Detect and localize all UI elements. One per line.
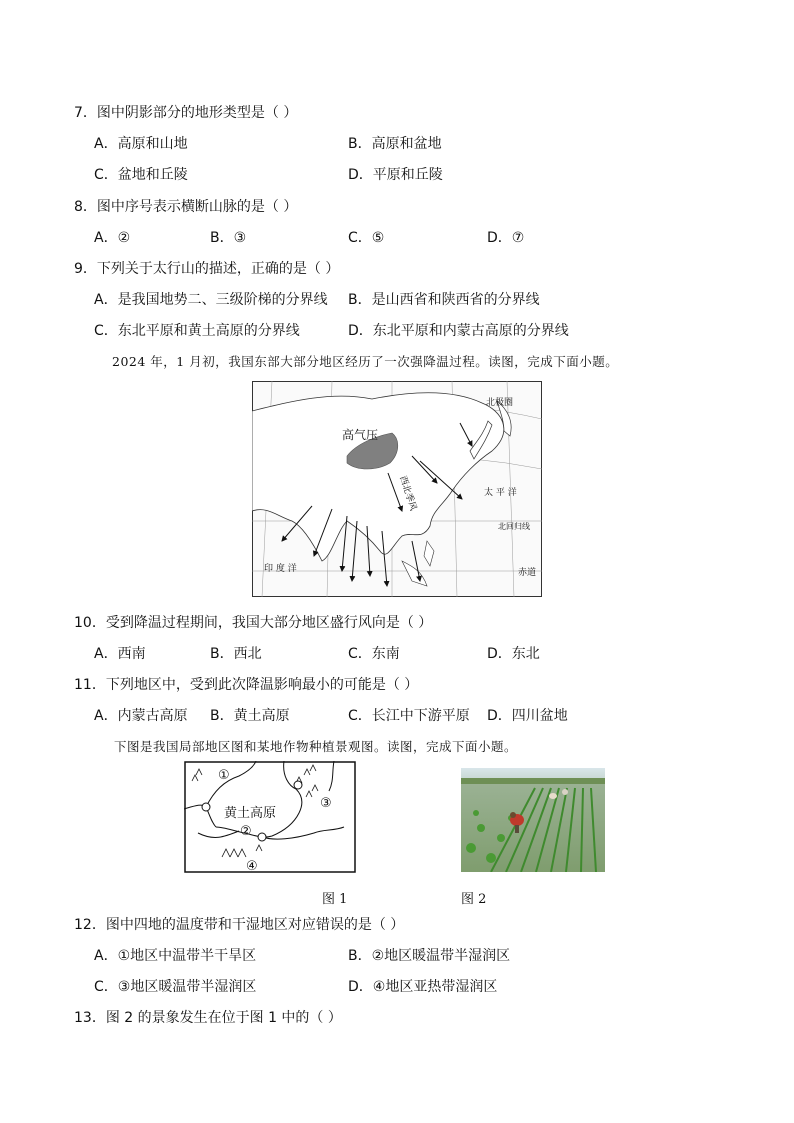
label-loess-plateau: 黄土高原 [224, 806, 277, 821]
fig1-loess-map [184, 761, 356, 873]
q7-option-b: B．高原和盆地 [348, 136, 442, 152]
q8-option-d: D．⑦ [487, 230, 525, 246]
q10-option-b: B．西北 [210, 646, 262, 662]
q12-option-a: A．①地区中温带半干旱区 [94, 948, 257, 964]
q13-stem: 13．图 2 的景象发生在位于图 1 中的（ ） [74, 1010, 342, 1026]
q7-option-d: D．平原和丘陵 [348, 167, 443, 183]
q12-option-d: D．④地区亚热带湿润区 [348, 979, 498, 995]
label-high-pressure: 高气压 [342, 428, 379, 442]
q7-option-c: C．盆地和丘陵 [94, 167, 188, 183]
intro-cold-wave: 2024 年，1 月初，我国东部大部分地区经历了一次强降温过程。读图，完成下面小题。 [112, 354, 619, 369]
label-equator: 赤道 [518, 568, 537, 578]
q11-stem: 11．下列地区中，受到此次降温影响最小的可能是（ ） [74, 677, 419, 693]
q12-stem: 12．图中四地的温度带和干湿地区对应错误的是（ ） [74, 917, 405, 933]
q11-option-b: B．黄土高原 [210, 708, 290, 724]
fig2-caption: 图 2 [461, 892, 487, 907]
q7-stem: 7．图中阴影部分的地形类型是（ ） [74, 105, 298, 121]
q9-option-a: A．是我国地势二、三级阶梯的分界线 [94, 292, 328, 308]
label-indian-ocean: 印 度 洋 [264, 564, 297, 574]
q7-option-a: A．高原和山地 [94, 136, 188, 152]
fig2-rice-field-photo [461, 768, 605, 872]
label-northwest-monsoon: 西北季风 [397, 474, 418, 513]
marker-4: ④ [246, 859, 258, 873]
monsoon-map [252, 381, 542, 597]
q9-option-c: C．东北平原和黄土高原的分界线 [94, 323, 300, 339]
label-north-pole-circle: 北极圈 [486, 398, 514, 408]
q10-option-d: D．东北 [487, 646, 540, 662]
q8-option-b: B．③ [210, 230, 247, 246]
q11-option-a: A．内蒙古高原 [94, 708, 188, 724]
q10-option-c: C．东南 [348, 646, 400, 662]
q12-option-b: B．②地区暖温带半湿润区 [348, 948, 511, 964]
marker-2: ② [240, 824, 252, 839]
intro-regional-map: 下图是我国局部地区图和某地作物种植景观图。读图，完成下面小题。 [114, 739, 518, 754]
q8-stem: 8．图中序号表示横断山脉的是（ ） [74, 199, 298, 215]
q11-option-c: C．长江中下游平原 [348, 708, 470, 724]
label-tropic: 北回归线 [498, 522, 530, 531]
q9-option-d: D．东北平原和内蒙古高原的分界线 [348, 323, 569, 339]
marker-1: ① [218, 768, 230, 783]
label-pacific: 太 平 洋 [484, 488, 517, 498]
q9-option-b: B．是山西省和陕西省的分界线 [348, 292, 540, 308]
q10-option-a: A．西南 [94, 646, 146, 662]
q10-stem: 10．受到降温过程期间，我国大部分地区盛行风向是（ ） [74, 615, 433, 631]
marker-3: ③ [320, 796, 332, 811]
q8-option-c: C．⑤ [348, 230, 385, 246]
fig1-caption: 图 1 [322, 892, 348, 907]
q8-option-a: A．② [94, 230, 131, 246]
q12-option-c: C．③地区暖温带半湿润区 [94, 979, 257, 995]
q11-option-d: D．四川盆地 [487, 708, 568, 724]
q9-stem: 9．下列关于太行山的描述，正确的是（ ） [74, 261, 340, 277]
